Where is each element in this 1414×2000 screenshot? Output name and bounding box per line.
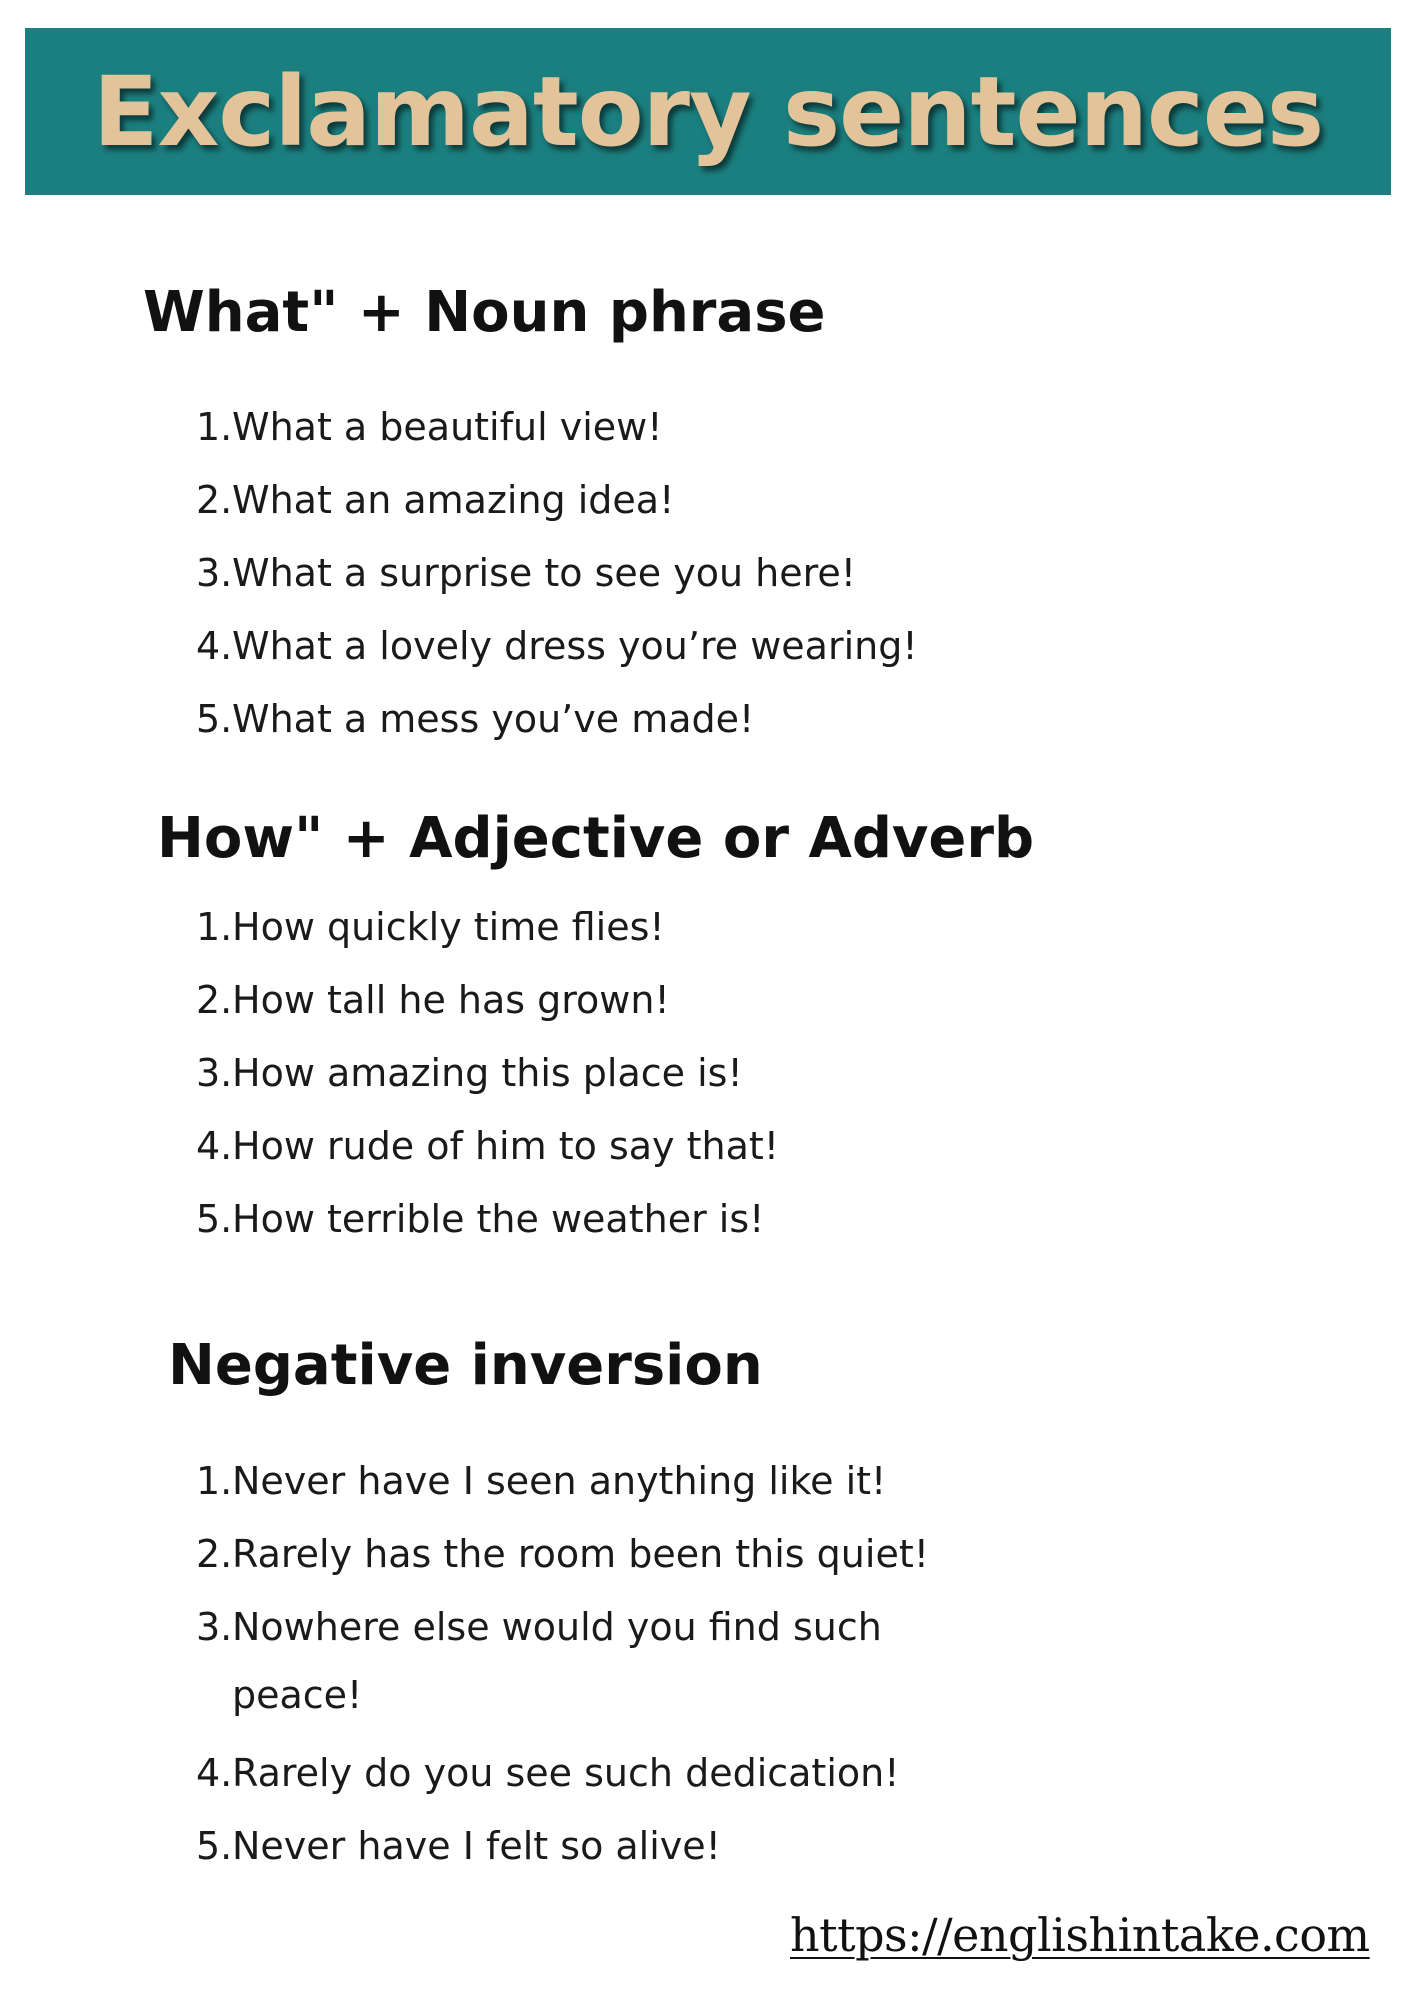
item-text: Never have I felt so alive! [232,1824,721,1868]
item-text: Rarely do you see such dedication! [232,1751,900,1795]
item-number: 2. [196,978,233,1022]
item-number: 1. [196,405,233,449]
list-item [196,1197,765,1241]
item-number: 5. [196,1197,233,1241]
list-item [196,1124,779,1168]
item-number: 5. [196,1824,233,1868]
website-link[interactable]: https://englishintake.com [790,1908,1370,1962]
item-number: 1. [196,1459,233,1503]
item-number: 1. [196,905,233,949]
item-number: 4. [196,1124,233,1168]
list-item [196,624,918,668]
section-heading-how: How" + Adjective or Adverb [157,806,1035,871]
list-item [196,405,663,449]
item-number: 3. [196,1605,233,1649]
item-text: What an amazing idea! [232,478,675,522]
item-text: Never have I seen anything like it! [232,1459,887,1503]
list-item [196,1051,743,1095]
list-item [196,905,665,949]
list-item [196,478,675,522]
item-text: How rude of him to say that! [232,1124,779,1168]
item-text: Rarely has the room been this quiet! [232,1532,929,1576]
item-text: What a beautiful view! [232,405,663,449]
item-text: How amazing this place is! [232,1051,743,1095]
item-text: How tall he has grown! [232,978,670,1022]
list-item [196,1459,887,1503]
section-heading-what: What" + Noun phrase [143,280,826,345]
item-number: 2. [196,478,233,522]
item-text: How quickly time flies! [232,905,665,949]
item-text: What a lovely dress you’re wearing! [232,624,918,668]
list-item [196,697,755,741]
list-item [196,551,856,595]
list-item [196,1532,929,1576]
page-title: Exclamatory sentences [92,55,1324,168]
list-item [196,1605,882,1717]
item-number: 5. [196,697,233,741]
item-number: 2. [196,1532,233,1576]
item-number: 4. [196,1751,233,1795]
item-number: 3. [196,1051,233,1095]
item-text: What a mess you’ve made! [232,697,755,741]
list-item [196,1824,721,1868]
item-number: 3. [196,551,233,595]
list-item [196,978,670,1022]
item-text: Nowhere else would you find such [232,1605,882,1649]
item-text: What a surprise to see you here! [232,551,856,595]
item-text-continuation: peace! [232,1673,363,1717]
item-number: 4. [196,624,233,668]
section-heading-negative-inversion: Negative inversion [168,1333,763,1398]
title-banner [25,28,1391,195]
list-item [196,1751,900,1795]
item-text: How terrible the weather is! [232,1197,765,1241]
